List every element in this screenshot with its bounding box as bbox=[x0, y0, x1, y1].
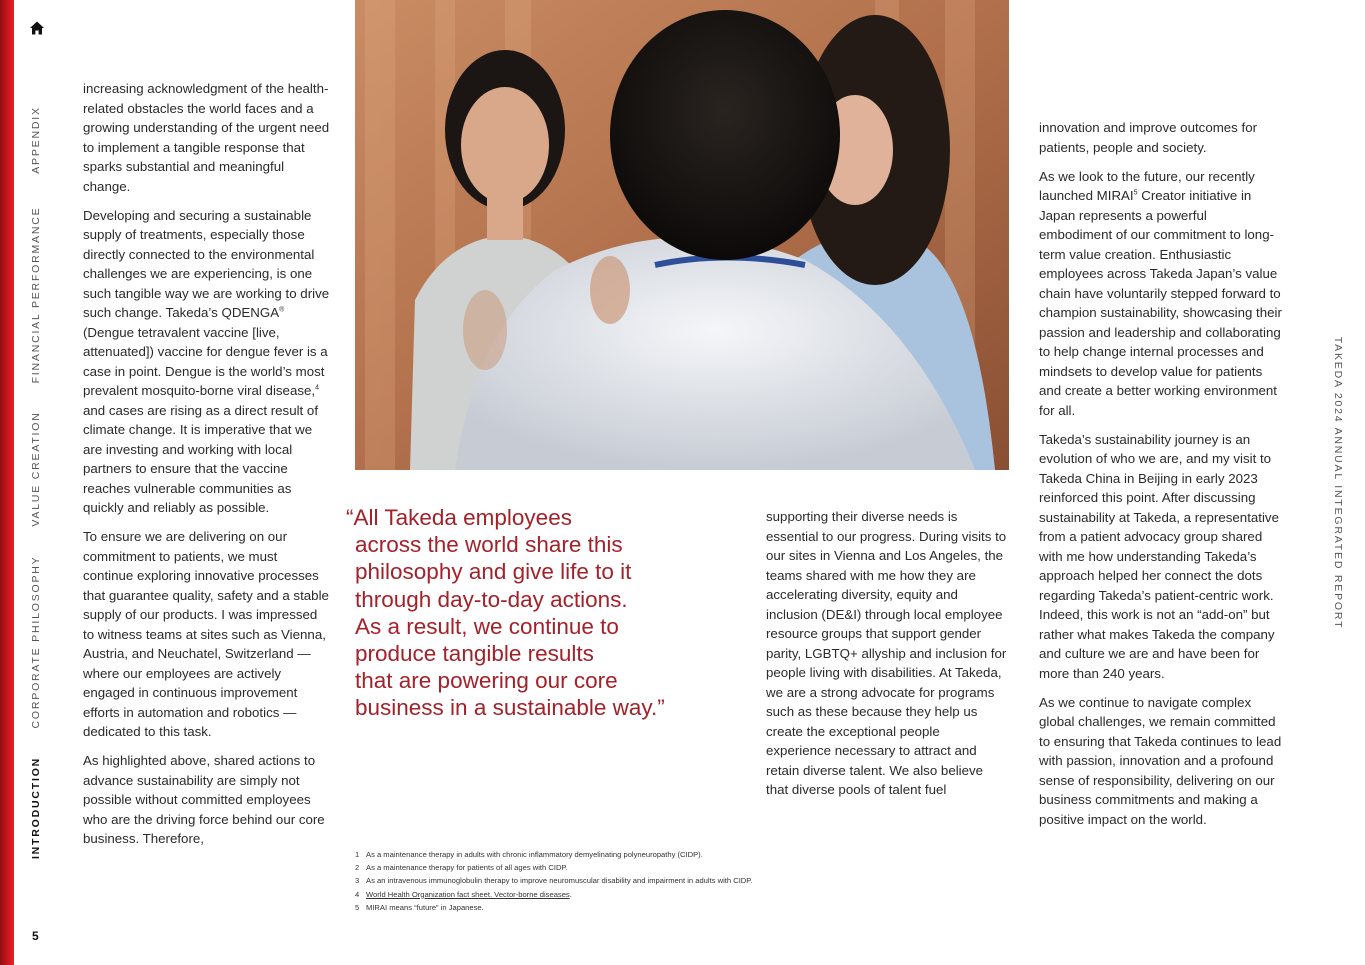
quote-line: that are powering our core bbox=[355, 668, 618, 694]
paragraph: Developing and securing a sustainable supply of treatments, especially those directly connected to the environmental challenges we are experiencing, is one such tangible way we are working to drive such change. Takeda’s QDENGA® (Dengue tetravalent vaccine [live, attenuated]) vaccine for dengue fever is a case in point. Dengue is the world’s most prevalent mosquito-borne viral disease,$^4$ and cases are rising as a direct result of climate change. It is imperative that we are investing and working with local partners to ensure that the vaccine reaches vulnerable communities as quickly and reliably as possible. bbox=[83, 207, 330, 515]
text-column-1 bbox=[83, 79, 331, 858]
paragraph: Takeda’s sustainability journey is an evolution of who we are, and my visit to Takeda China in Beijing in early 2023 reinforced this point. After discussing sustainability at Takeda, a representative from a patient advocacy group shared with me how understanding Takeda’s approach helped her connect the dots regarding Takeda’s patient-centric work. Indeed, this work is not an “add-on” but rather what makes Takeda the company and culture we are and have been for more than 240 years. bbox=[1039, 431, 1279, 681]
page-number: 5 bbox=[32, 929, 39, 943]
quote-line: across the world share this bbox=[355, 532, 623, 558]
quote-line: As a result, we continue to bbox=[355, 613, 619, 639]
paragraph: As we continue to navigate complex global challenges, we remain committed to ensuring that Takeda continues to lead with passion, innovation and a profound sense of responsibility, delivering on our business commitments and making a positive impact on the world. bbox=[1039, 694, 1282, 827]
quote-line: “All Takeda employees bbox=[346, 505, 572, 530]
nav-financial-performance[interactable]: FINANCIAL PERFORMANCE bbox=[30, 206, 42, 384]
quote-line: through day-to-day actions. bbox=[355, 586, 628, 612]
home-icon[interactable] bbox=[29, 20, 45, 36]
employees-photo bbox=[355, 0, 1009, 470]
paragraph: As highlighted above, shared actions to advance sustainability are simply not possible without committed employees who are the driving force behind our core business. Therefore, bbox=[83, 753, 325, 846]
nav-introduction[interactable]: INTRODUCTION bbox=[30, 756, 42, 860]
paragraph: As we look to the future, our recently launched MIRAI$^5$ Creator initiative in Japan represents a powerful embodiment of our commitment to long-term value creation. Enthusiastic employees across Takeda Japan’s value chain have voluntarily stepped forward to champion sustainability, showcasing their passion and leadership and collaborating to help change internal processes and mindsets to develop value for patients and create a better working environment for all. bbox=[1039, 168, 1282, 418]
quote-line: produce tangible results bbox=[355, 641, 594, 667]
pull-quote bbox=[346, 504, 746, 722]
text-column-4 bbox=[1039, 118, 1283, 839]
paragraph: increasing acknowledgment of the health-related obstacles the world faces and a growing understanding of the urgent need to implement a tangible response that sparks substantial and meaningful change. bbox=[83, 81, 330, 194]
footnote: 4 World Health Organization fact sheet. Vector-borne diseases. bbox=[355, 889, 572, 899]
paragraph: innovation and improve outcomes for patients, people and society. bbox=[1039, 120, 1258, 155]
red-accent-bar bbox=[0, 0, 14, 965]
nav-corporate-philosophy[interactable]: CORPORATE PHILOSOPHY bbox=[30, 555, 42, 729]
nav-appendix[interactable]: APPENDIX bbox=[30, 106, 42, 174]
report-title-vertical: TAKEDA 2024 ANNUAL INTEGRATED REPORT bbox=[1332, 336, 1344, 630]
paragraph: supporting their diverse needs is essential to our progress. During visits to our sites in Vienna and Los Angeles, the teams shared with me how they are accelerating diversity, equity and inclusion (DE&I) through local employee resource groups that support gender parity, LGBTQ+ allyship and inclusion for people living with disabilities. At Takeda, we are a strong advocate for programs such as these because they help us create the exceptional people experience necessary to attract and retain diverse talent. We also believe that diverse pools of talent fuel bbox=[766, 509, 1007, 797]
quote-line: business in a sustainable way.” bbox=[355, 695, 665, 721]
footnote: 5 MIRAI means “future” in Japanese. bbox=[355, 902, 484, 912]
nav-value-creation[interactable]: VALUE CREATION bbox=[30, 411, 42, 527]
footnote: 3 As an intravenous immunoglobulin therapy to improve neuromuscular disability and impairment in adults with CIDP. bbox=[355, 876, 753, 886]
footnote: 1 As a maintenance therapy in adults with chronic inflammatory demyelinating polyneuropathy (CIDP). bbox=[355, 850, 703, 859]
footnotes bbox=[355, 848, 915, 914]
text-column-3 bbox=[766, 507, 1008, 809]
paragraph: To ensure we are delivering on our commitment to patients, we must continue exploring innovative processes that guarantee quality, safety and a stable supply of our products. I was impressed to witness teams at sites such as Vienna, Austria, and Neuchatel, Switzerland — where our employees are actively engaged in continuous improvement efforts in automation and robotics — dedicated to this task. bbox=[83, 529, 329, 739]
quote-line: philosophy and give life to it bbox=[355, 559, 632, 585]
footnote: 2 As a maintenance therapy for patients of all ages with CIDP. bbox=[355, 863, 568, 873]
who-fact-sheet-link[interactable]: World Health Organization fact sheet. Vector-borne diseases bbox=[366, 889, 570, 899]
